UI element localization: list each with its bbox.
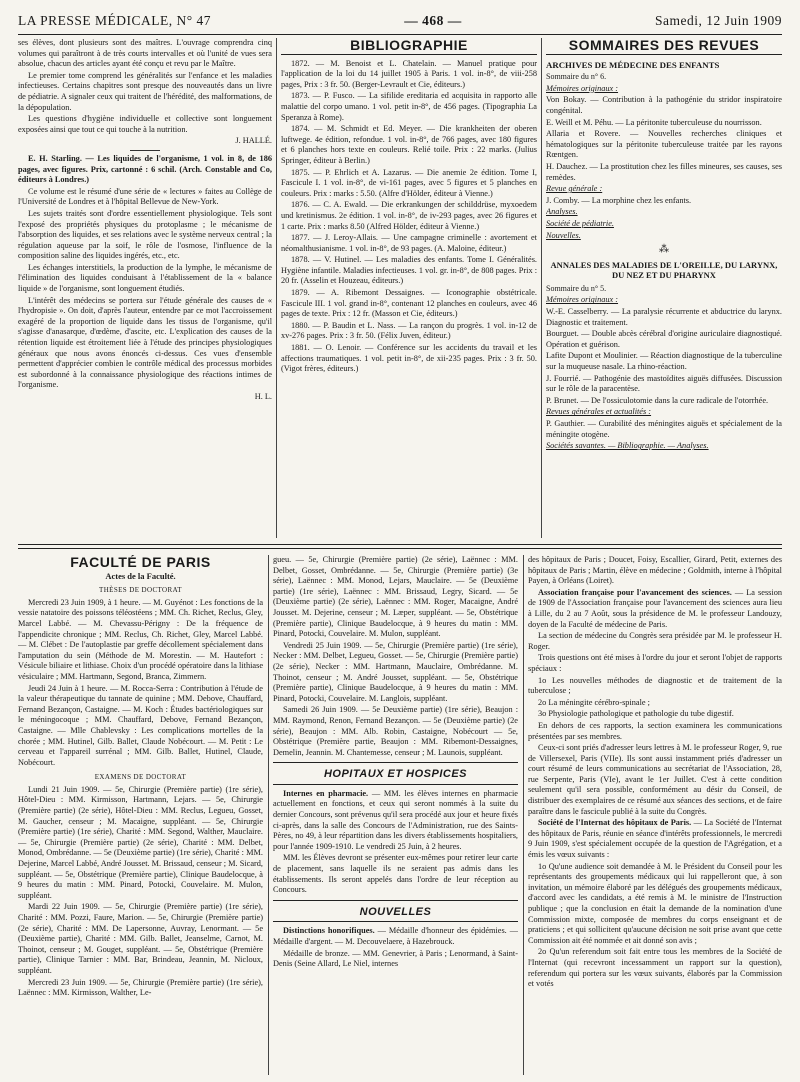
summary-item: H. Dauchez. — La prostitution chez les filles mineures, ses causes, ses remèdes.: [546, 161, 782, 182]
subsection-label: Nouvelles.: [546, 230, 581, 240]
column-rule: [541, 38, 542, 538]
page-number: — 468 —: [404, 13, 462, 28]
page-header: [18, 10, 782, 32]
subsection-title: Actes de la Faculté.: [105, 570, 176, 581]
section-divider: [18, 544, 782, 545]
exam-listing: Mardi 22 Juin 1909. — 5e, Chirurgie (Première partie) (1re série), Charité : MM. Pozzi, Faure, Marion. — 5e, Chirurgie (Première partie) (2e série), Charité : MM. De Lapersonne, Auvray, Lenormant. — 5e (Deuxième partie), Charité : MM. Gilb. Ballet, Jeanselme, Carnot, M. Thoinot, censeur ; M. Gouget, suppléant. — 5e, Obstétrique (Première partie), Clinique Tarnier : MM. Bar, Brindeau, Jeannin, M. Nicloux, suppléant.: [18, 902, 263, 975]
exam-listing: Samedi 26 Juin 1909. — 5e Deuxième partie) (1re série), Beaujon : MM. Raymond, Renon, Fernand Bezançon. — 5e (Deuxième partie) (2e série), Beaujon : MM. Alb. Robin, Castaigne, Nobécourt — 5e, Obstétrique (Première partie, Beaujon : MM. Ribemont-Dessaignes, Demelin, Jeannin. M. Chantemesse, censeur ; M. Launois, suppléant.: [273, 705, 518, 757]
subsection-label: Mémoires originaux :: [546, 295, 619, 305]
news-item: Médaille de bronze. — MM. Genevrier, à Paris ; Lenormand, à Saint-Denis (Seine Allard, Le Niel, internes: [273, 948, 518, 969]
review-paragraph: Le premier tome comprend les généralités sur l'enfance et les maladies infectieuses. Certains chapitres sont presque des nouveautés dans un livre de pédiatrie. A signaler ceux qui traitent de l'hérédité, des malformations, de la dépopulation.: [18, 70, 272, 112]
subsection-label: Sociétés savantes. — Bibliographie. — Analyses.: [546, 441, 709, 451]
right-column: [528, 555, 782, 1075]
news-item: 2o Qu'un referendum soit fait entre tous les membres de la Société de l'Internat (qui recevront incessamment un rapport sur la question), referendum qui portera sur les vœux suivants, élaborés par la Commission et votés: [528, 947, 782, 989]
subsection-label: Revues générales et actualités :: [546, 407, 652, 417]
journal-title: LA PRESSE MÉDICALE, N° 47: [18, 13, 212, 28]
summary-item: J. Comby. — La morphine chez les enfants.: [546, 195, 692, 205]
news-item: La section de médecine du Congrès sera présidée par M. le professeur H. Roger.: [528, 631, 782, 651]
faculte-column: [18, 555, 263, 1075]
news-item: Ceux-ci sont priés d'adresser leurs lettres à M. le professeur Roger, 9, rue de Villersexel, Paris (VIIe). Ils sont aussi instamment priés d'adresser un court résumé de leurs communications au secrétariat de l'Association, 28, rue Serpente, Paris (VIe), avant le 1er Juillet. C'est à cette condition seulement qu'il sera possible, conformément au désir du Conseil, de distribuer des exemplaires de ce résumé aux séances des sections, et de faire paraître dans le fascicule publié à la suite du Congrès.: [528, 743, 782, 816]
bibliography-entry: 1873. — P. Fusco. — La sifilide ereditaria ed acquisita in rapporto alle malattie del corpo umano. 1 vol. petit in-8°, de 456 pages. (Tipographia La Speranza à Rome).: [281, 91, 537, 122]
summary-item: Von Bokay. — Contribution à la pathogénie du stridor inspiratoire congénital.: [546, 95, 782, 115]
title-rule: [281, 54, 537, 55]
title-rule: [546, 54, 782, 55]
subsection-label: Analyses.: [546, 207, 578, 217]
bibliography-entry: 1881. — O. Lenoir. — Conférence sur les accidents du travail et les affections traumatiques. 1 vol. petit in-8°, de xii-235 pages. Prix : 3 fr. 50. (Vigot frères, éditeurs.): [281, 343, 537, 374]
news-item-text: — Médaille d'honneur des épidémies. — Médaille d'argent. — M. Decouvelaere, à Hazebrouck.: [273, 926, 518, 946]
review-paragraph: ses élèves, dont plusieurs sont des maîtres. L'ouvrage comprendra cinq volumes qui paraîtront à de très courts intervalles et où l'unité de vues sera absolue, chacun des articles ayant été conçu et revu par le Maître.: [18, 38, 272, 69]
news-item-text: — La Société de l'Internat des hôpitaux de Paris, réunie en séance d'intérêts professionnels, le mercredi 9 Juin 1909, s'est spécialement occupée de la question de l'Agrégation, et a émis les vœux suivants :: [528, 818, 782, 860]
news-item: [528, 588, 782, 630]
column-rule: [276, 38, 277, 538]
thesis-listing: Jeudi 24 Juin à 1 heure. — M. Rocca-Serra : Contribution à l'étude de la valeur thérapeutique du tannate de quinine ; MM. Debove, Chauffard, Fernand Bezançon, Castaigne. — M. Koch : Études bactériologiques sur le méningocoque ; MM. Chauffard, Debove, Fernand Bezançon, Castaigne. — Mlle Chablevsky : Les complications mortelles de la chorée ; MM. Hutinel, Gilb. Ballet, Claude Nobécourt. — M. Petit : Le cerveau et l'appareil surrénal ; MM. Gilb. Ballet, Hutinel, Claude, Nobécourt.: [18, 683, 263, 767]
exam-listing: Mercredi 23 Juin 1909. — 5e, Chirurgie (Première partie) (1re série), Laënnec : MM. Kirmisson, Walther, Le-: [18, 977, 263, 998]
summary-item: P. Gauthier. — Curabilité des méningites aiguës et spécialement de la méningite otogène.: [546, 419, 782, 439]
section-divider: [18, 548, 782, 549]
news-item: 3o Physiologie pathologique et pathologie du tube digestif.: [538, 709, 734, 719]
news-item: En dehors de ces rapports, la section examinera les communications présentées par ses membres.: [528, 720, 782, 741]
title-rule: [273, 900, 518, 901]
title-rule: [273, 921, 518, 922]
bibliography-entry: 1876. — C. A. Ewald. — Die erkrankungen der schilddrüse, myxoedem und kretinismus. 2e édition. 1 vol. in-8°, de iv-293 pages, avec 26 figures et 1 carte. Prix : marks 8.50 (Alfred Hölder, éditeur à Vienne.): [281, 200, 537, 231]
news-item: Trois questions ont été mises à l'ordre du jour et seront l'objet de rapports spéciaux :: [528, 653, 782, 673]
separator: [130, 150, 160, 151]
summary-item: W.-E. Casselberry. — La paralysie récurrente et abductrice du larynx. Diagnostic et traitement.: [546, 307, 782, 327]
bibliography-entry: 1874. — M. Schmidt et Ed. Meyer. — Die krankheiten der oberen luftwege. 4e édition, refondue. 1 vol. in-8°, de 766 pages, avec 180 figures et 6 planches hors texte en couleurs. Relié toile. Prix : 22 marks. (Julius Springer, éditeur à Berlin.): [281, 124, 537, 165]
middle-column: [273, 555, 518, 1075]
summary-item: Bourguet. — Double abcès cérébral d'origine auriculaire diagnostiqué. Opération et guérison.: [546, 329, 782, 349]
news-item-text: — MM. les élèves internes en pharmacie actuellement en fonctions, et ceux qui seront nommés à la suite du dernier Concours, sont prévenus qu'il sera procédé aux jour et heure fixés ci-après, dans la salle des Concours de l'Administration, rue des Saints-Pères, no 49, à leur répartition dans les divers établissements hospitaliers, pour l'année 1909-1910. Le vendredi 25 Juin, à 2 heures.: [273, 788, 518, 851]
news-item: 2o La méningite cérébro-spinale ;: [538, 697, 650, 707]
news-item: 1o Les nouvelles méthodes de diagnostic et de traitement de la tuberculose ;: [528, 675, 782, 696]
summary-label: Sommaire du n° 6.: [546, 72, 607, 82]
review-paragraph: Ce volume est le résumé d'une série de « lectures » faites au Collège de l'Université de Londres et à l'hôpital Bellevue de New-York.: [18, 186, 272, 207]
news-item-title: Internes en pharmacie.: [283, 788, 369, 798]
news-item: MM. les Élèves devront se présenter eux-mêmes pour retirer leur carte de placement, sans laquelle ils ne seraient pas admis dans les établissements. Ils seront appelés dans l'ordre de leur réception au Concours.: [273, 853, 518, 895]
summary-item: J. Fourrié. — Pathogénie des mastoïdites aiguës diffusées. Discussion sur le rôle de la paracentèse.: [546, 373, 782, 394]
subsection-heading: EXAMENS DE DOCTORAT: [94, 773, 187, 782]
section-title-faculte: FACULTÉ DE PARIS: [70, 555, 211, 570]
asterism: ⁂: [659, 244, 669, 256]
column-rule: [523, 555, 524, 1075]
title-rule: [273, 784, 518, 785]
review-paragraph: Les sujets traités sont d'ordre essentiellement physiologique. Tels sont l'exposé des propriétés physiques du protoplasme ; le mécanisme de l'absorption des liquides, et ses relations avec le système nerveux central ; la régulation aqueuse par la soif, le rôle de l'osmose, l'influence de la composition saline des liquides ingérés, etc., etc.: [18, 208, 272, 261]
summary-item: P. Brunet. — De l'ossiculotomie dans la cure radicale de l'otorrhée.: [546, 395, 769, 405]
summary-label: Sommaire du n° 5.: [546, 283, 607, 293]
news-item-title: Société de l'Internat des hôpitaux de Paris.: [538, 818, 692, 828]
title-rule: [273, 762, 518, 763]
news-item-text: — La session de 1909 de l'Association française pour l'avancement des sciences aura lieu à Lille, du 2 au 7 Août, sous la présidence de M. le professeur Landouzy, doyen de la Faculté de médecine de Paris.: [528, 587, 782, 629]
issue-date: Samedi, 12 Juin 1909: [654, 13, 782, 28]
news-item: 1o Qu'une audience soit demandée à M. le Président du Conseil pour les représentants des groupements médicaux qui lui rappelleront que, à son invitation, un mémoire élaboré par les délégués des groupements médicaux, d'accord avec les candidats, a été remis à M. le ministre de l'Instruction publique ; que la conclusion en était la demande de la nomination d'une Commission mixte, composée de membres du corps enseignant et de praticiens ; et qui sollicitent qu'aucune décision ne soit prise avant que cette Commission ait été nommée et ait donné son avis ;: [528, 861, 782, 945]
section-title-nouvelles: NOUVELLES: [359, 905, 432, 918]
subsection-label: Société de pédiatrie.: [546, 218, 614, 228]
section-title-sommaires: SOMMAIRES DES REVUES: [568, 38, 760, 53]
subsection-heading: THÈSES DE DOCTORAT: [99, 586, 182, 595]
sommaires-column: [546, 38, 782, 540]
review-signature: H. L.: [254, 392, 272, 401]
column-rule: [268, 555, 269, 1075]
exam-listing: gueu. — 5e, Chirurgie (Première partie) (2e série), Laënnec : MM. Delbet, Gosset, Ombrédanne. — 5e, Chirurgie (Première partie) (3e série), Laënnec : MM. Monod, Lejars, Mauclaire. — 5e (Deuxième partie) (1re série), Laënnec : MM. Brissaud, Legry, Sicard. — 5e (Deuxième partie) (2e série), Laënnec : MM. Roger, Macaigne, André Jousset. M. Dejerine, censeur ; M. Læper, suppléant. — 5e, Obstétrique (Première partie), Clinique Baudelocque, à 9 heures du matin : MM. Pinard, Potocki, Couvelaire. M. Mulon, suppléant.: [273, 555, 518, 639]
news-item: des hôpitaux de Paris ; Doucet, Foisy, Escallier, Girard, Petit, externes des hôpitaux de Paris ; Martin, élève en médecine ; Goldmith, interne à l'hôpital Payen, à Orléans (Loiret).: [528, 555, 782, 586]
news-item-title: Association française pour l'avancement des sciences.: [538, 587, 732, 597]
news-item: [273, 926, 518, 947]
journal-name: ANNALES DES MALADIES DE L'OREILLE, DU LARYNX, DU NEZ ET DU PHARYNX: [550, 259, 778, 281]
summary-item: Allaria et Rovere. — Nouvelles recherches cliniques et hématologiques sur la péritonite tuberculeuse traitée par les rayons Rœntgen.: [546, 129, 782, 160]
thesis-listing: Mercredi 23 Juin 1909, à 1 heure. — M. Guyénot : Les fonctions de la vessie natatoire des poissons téléostéens ; MM. Ch. Richet, Reclus, Gley, Marcel Labbé. — M. Chevassu-Périgny : De la fréquence de l'appendicite chronique ; MM. Reclus, Ch. Richet, Gley, Marcel Labbé. — M. Clébet : De l'autoplastie par greffe décollement spécialement dans l'amputation du sein (Méthode de M. Morestin. — M. Hautefort : Vésicule biliaire et lithiase. Choix d'un procédé opératoire dans la lithiase vésiculaire ; MM. Hartmann, Segond, Branca, Zimmern.: [18, 597, 263, 681]
news-item-title: Distinctions honorifiques.: [283, 926, 375, 936]
review-column: [18, 38, 272, 540]
exam-listing: Vendredi 25 Juin 1909. — 5e, Chirurgie (Première partie) (1re série), Necker : MM. Delbet, Legueu, Gosset. — 5e, Chirurgie (Première partie) (2e série), Necker : MM. Hartmann, Mauclaire, Ombrédanne. M. Thoinot, censeur ; M. André Jousset, suppléant. — 5e, Obstétrique (Première partie), Clinique Baudelocque, à 9 heures du matin : MM. Pinard, Potocki, Couvelaire. M. Langlois, suppléant.: [273, 640, 518, 703]
book-reference: E. H. Starling. — Les liquides de l'organisme, 1 vol. in 8, de 186 pages, avec figures. Prix, cartonné : 6 schil. (Arch. Constable and Co, éditeurs à Londres.): [18, 153, 272, 185]
summary-item: Lafite Dupont et Moulinier. — Réaction diagnostique de la tuberculine sur la muqueuse nasale. La rhino-réaction.: [546, 351, 782, 372]
summary-item: E. Weill et M. Péhu. — La péritonite tuberculeuse du nourrisson.: [546, 117, 762, 127]
news-item: [528, 818, 782, 860]
bibliographie-column: [281, 38, 537, 540]
subsection-label: Mémoires originaux :: [546, 83, 619, 93]
bibliography-entry: 1880. — P. Baudin et L. Nass. — La rançon du progrès. 1 vol. in-12 de xv-276 pages. Prix : 3 fr. 50. (Félix Juven, éditeur.): [281, 320, 537, 341]
header-rule: [18, 34, 782, 35]
subsection-label: Revue générale :: [546, 184, 603, 194]
review-signature: J. HALLÉ.: [235, 136, 272, 146]
exam-listing: Lundi 21 Juin 1909. — 5e, Chirurgie (Première partie) (1re série), Hôtel-Dieu : MM. Kirmisson, Hartmann, Lejars. — 5e, Chirurgie (Première partie) (2e série), Hôtel-Dieu : MM. Reclus, Legueu, Gosset, M. Gaucher, censeur ; M. Macaigne, suppléant. — 5e, Chirurgie (Première partie) (1re série), Charité : MM. Segond, Walther, Mauclaire. — 5e, Chirurgie (Première partie) (2e série), Charité : MM. Delbet, Monod, Ombrédanne. — 5e (Deuxième partie) (1re série), Charité : MM. Dejerine, Marcel Labbé, André Jousset. M. Brissaud, censeur ; M. Sicard, suppléant. — 5e, Obstétrique (Première partie), Clinique Baudelocque, à 9 heures du matin : MM. Pinard, Potocki, Couvelaire. M. Mulon, suppléant.: [18, 784, 263, 900]
bibliography-entry: 1879. — A. Ribemont Dessaignes. — Iconographie obstétricale. Fascicule III. 1 vol. grand in-8°, contenant 12 planches en couleurs, avec 46 pages de texte. Prix : 12 fr. (Masson et Cie, éditeurs.): [281, 288, 537, 319]
review-paragraph: Les questions d'hygiène individuelle et collective sont longuement exposées ainsi que tout ce qui touche à la nutrition.: [18, 114, 272, 134]
bibliography-entry: 1872. — M. Benoist et L. Chatelain. — Manuel pratique pour l'application de la loi du 14 juillet 1905 à Paris. 1 vol. in-8°, de viii-258 pages, Prix : 3 fr. 50. (Berger-Levrault et Cie, éditeurs.): [281, 58, 537, 89]
bibliography-entry: 1878. — V. Hutinel. — Les maladies des enfants. Tome I. Généralités. Hygiène infantile. Maladies infectieuses. 1 vol. gr. in-8°, de 808 pages. Prix : 20 fr. (Asselin et Houzeau, éditeurs.): [281, 255, 537, 286]
bibliography-entry: 1877. — J. Leroy-Allais. — Une campagne criminelle : avortement et néomalthusianisme. 1 vol. in-8°, de 93 pages. (A. Maloine, éditeur.): [281, 233, 537, 253]
section-title-bibliographie: BIBLIOGRAPHIE: [350, 38, 468, 53]
journal-name: ARCHIVES DE MÉDECINE DES ENFANTS: [546, 59, 720, 70]
review-paragraph: Les échanges interstitiels, la production de la lymphe, le mécanisme de l'élimination des liquides conduisant à l'établissement de la « balance liquide » de l'organisme, sont longuement étudiés.: [18, 262, 272, 294]
news-item: [273, 789, 518, 853]
section-title-hopitaux: HOPITAUX ET HOSPICES: [323, 768, 468, 781]
review-paragraph: L'intérêt des médecins se portera sur l'étude générale des causes de « l'hydropisie ». On doit, d'après l'auteur, entendre par ce mot l'accroissement exagéré de la proportion de liquide dans les tissus de l'organisme, qu'il s'agisse d'anasarque, d'œdème, d'ascite, etc. L'explication des causes de la rétention liquide est étroitement liée à l'étude des principes physiologiques généraux que nous avons énoncés ci-dessus. Ces vues d'ensemble permettent d'apprécier combien le contrôle médical des processus morbides est subordonné à la connaissance physiologique des réactions intimes de l'organisme.: [18, 295, 272, 390]
bibliography-entry: 1875. — P. Ehrlich et A. Lazarus. — Die anemie 2e édition. Tome I, Fascicule I. 1 vol. in-8°, de vi-161 pages, avec 5 figures et 5 planches en couleurs. Prix : marks : 5.50. (Alfre d'Hölder, éditeur à Vienne.): [281, 167, 537, 198]
